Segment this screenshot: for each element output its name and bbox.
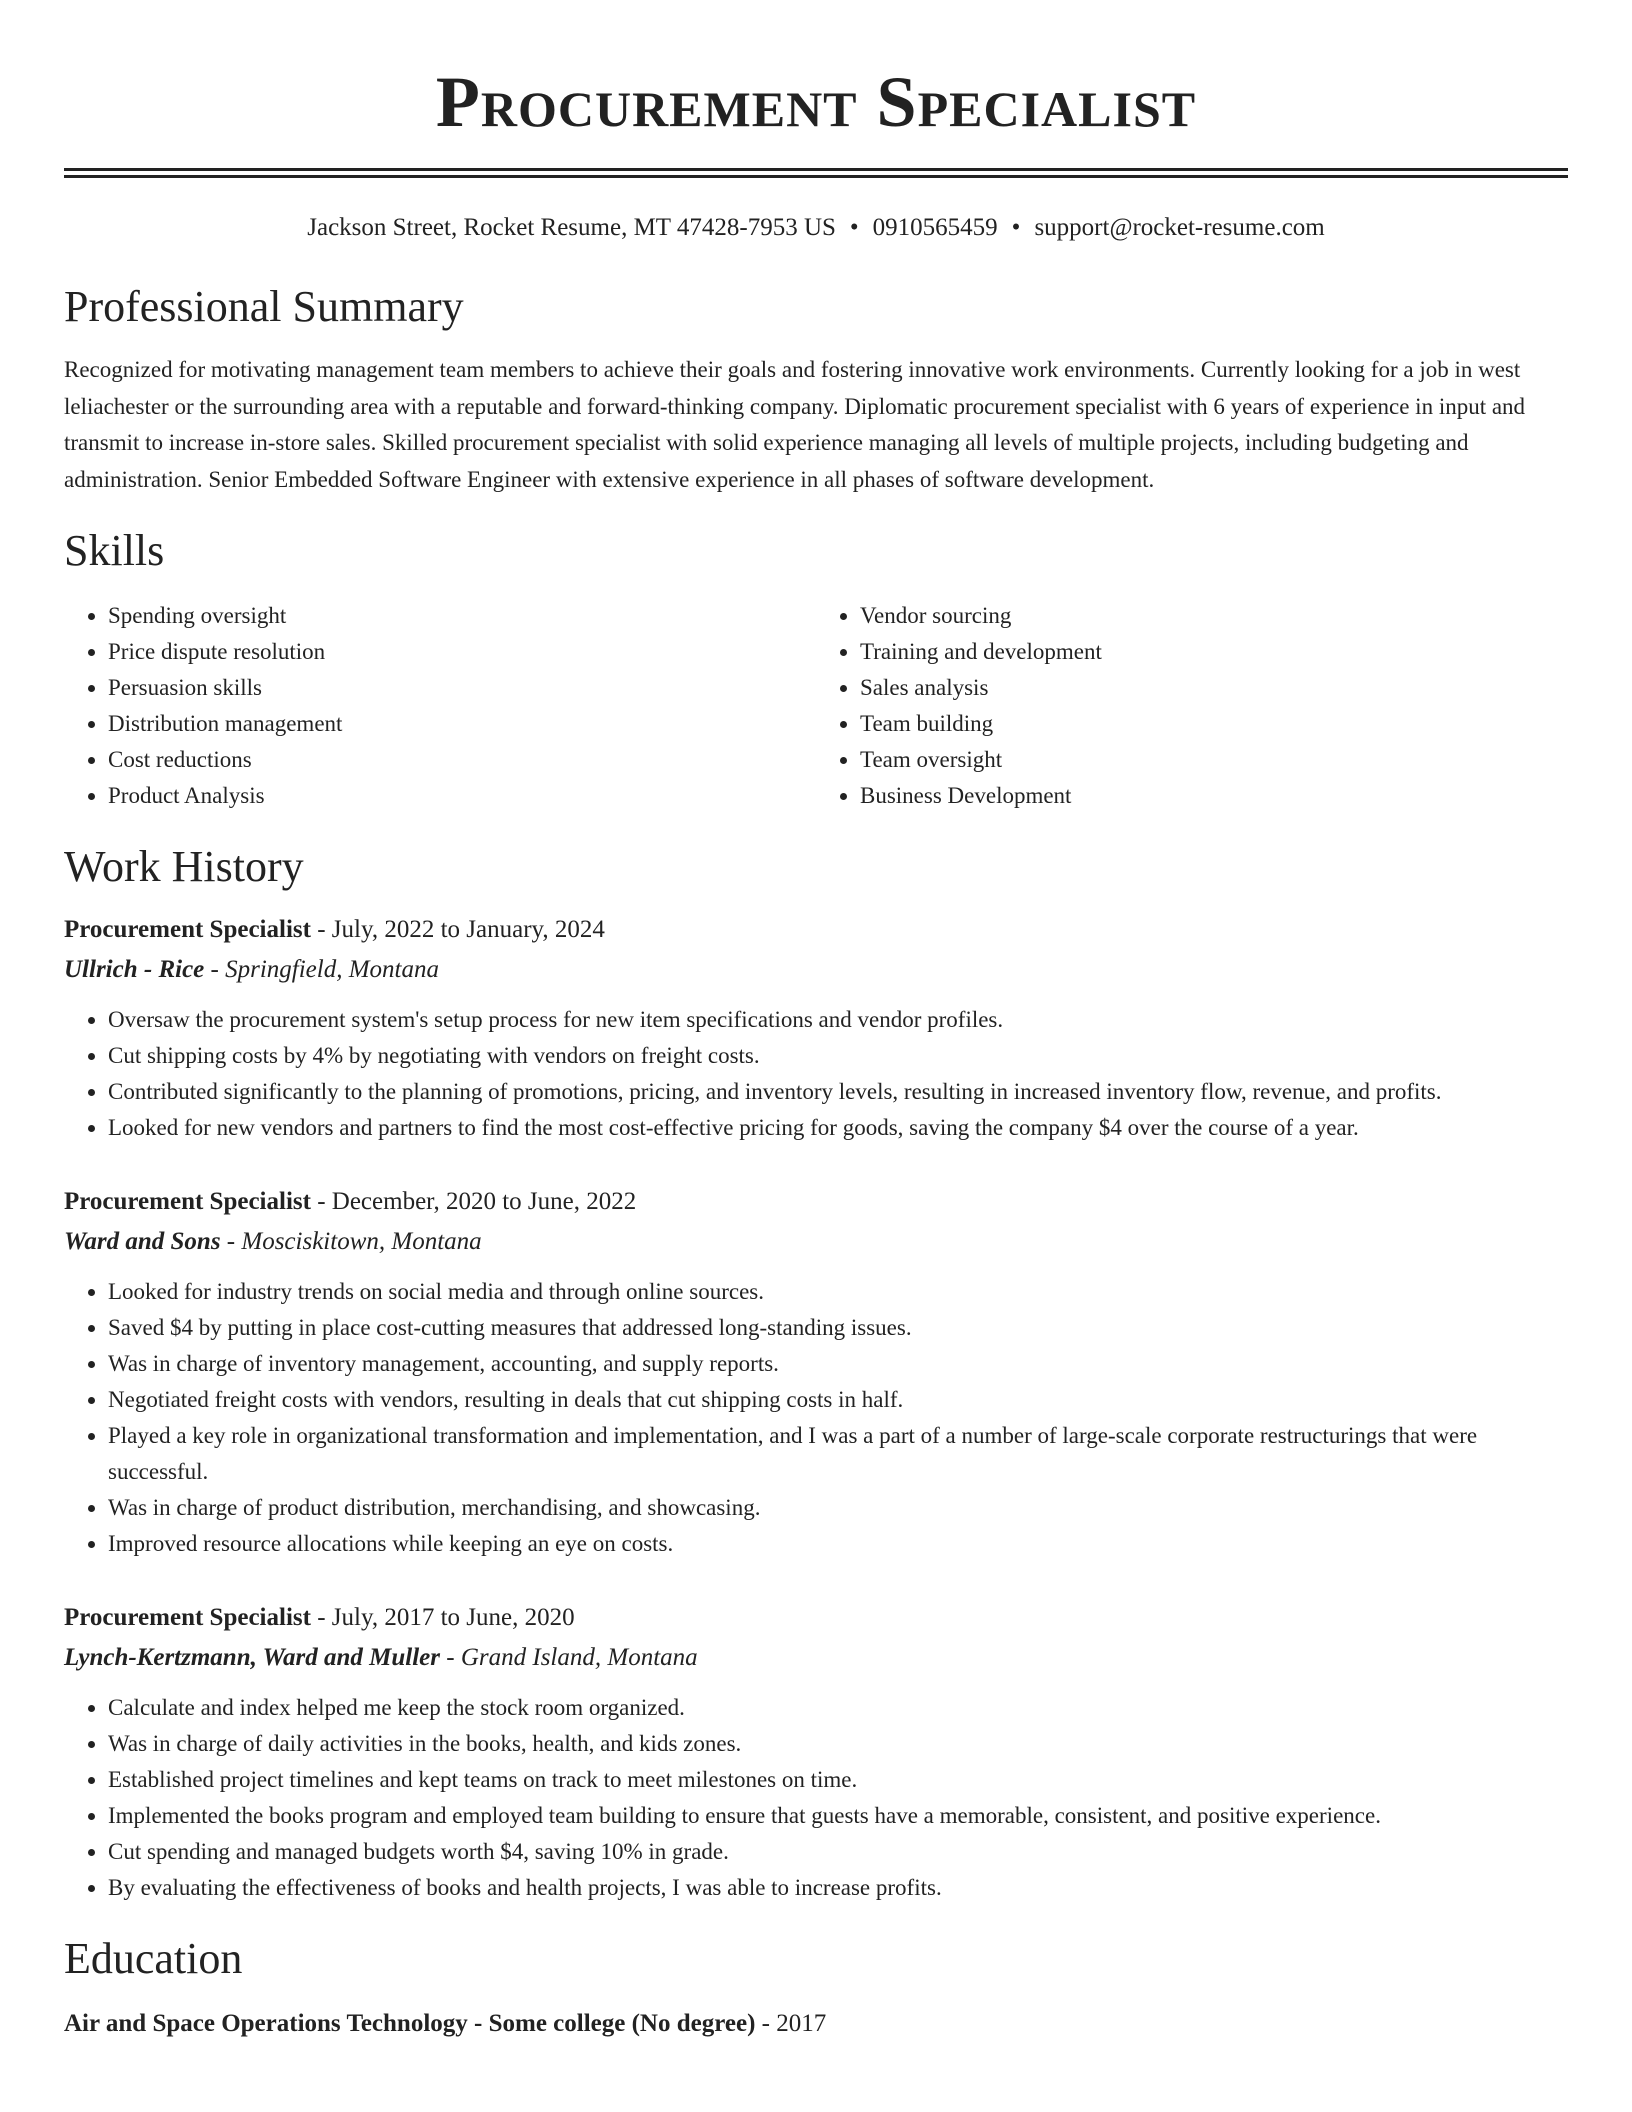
skill-item: • Spending oversight xyxy=(108,598,816,634)
contact-email: support@rocket-resume.com xyxy=(1034,214,1325,241)
skill-item: • Product Analysis xyxy=(108,778,816,814)
education-degree: Air and Space Operations Technology - Some college (No degree) xyxy=(64,2010,756,2037)
skill-item: • Price dispute resolution xyxy=(108,634,816,670)
job-bullet: • Was in charge of daily activities in the books, health, and kids zones. xyxy=(108,1726,1568,1762)
job-bullet: • Negotiated freight costs with vendors, resulting in deals that cut shipping costs in half. xyxy=(108,1382,1568,1418)
job-company-line xyxy=(64,952,1568,988)
job-location: Springfield, Montana xyxy=(225,956,439,983)
job-bullet: • Implemented the books program and employed team building to ensure that guests have a memorable, consistent, and positive experience. xyxy=(108,1798,1568,1834)
dash: - xyxy=(220,1228,242,1255)
job-bullet: • By evaluating the effectiveness of books and health projects, I was able to increase profits. xyxy=(108,1870,1568,1906)
job-entry xyxy=(64,1600,1568,1906)
education-heading: Education xyxy=(64,1934,243,1983)
skill-item: • Cost reductions xyxy=(108,742,816,778)
job-dates: July, 2017 to June, 2020 xyxy=(331,1604,575,1631)
job-title-line xyxy=(64,1600,1568,1636)
job-title: Procurement Specialist xyxy=(64,916,311,943)
contact-address: Jackson Street, Rocket Resume, MT 47428-7953 US xyxy=(307,214,836,241)
skill-item: • Training and development xyxy=(860,634,1568,670)
job-location: Mosciskitown, Montana xyxy=(241,1228,482,1255)
job-bullet: • Was in charge of product distribution, merchandising, and showcasing. xyxy=(108,1490,1568,1526)
job-entry xyxy=(64,1184,1568,1562)
contact-line xyxy=(64,212,1568,244)
skills-right-column xyxy=(816,598,1568,814)
skill-item: • Team building xyxy=(860,706,1568,742)
job-bullet: • Calculate and index helped me keep the stock room organized. xyxy=(108,1690,1568,1726)
job-title-line xyxy=(64,912,1568,948)
job-company-line xyxy=(64,1224,1568,1260)
skill-item: • Persuasion skills xyxy=(108,670,816,706)
skill-item: • Sales analysis xyxy=(860,670,1568,706)
job-title-line xyxy=(64,1184,1568,1220)
skills-left-column xyxy=(64,598,816,814)
summary-text: Recognized for motivating management team members to achieve their goals and fostering innovative work environments. Currently looking for a job in west leliachester or the surrounding area with a reputable and forward-thinking company. Diplomatic procurement specialist with 6 years of experience in input and transmit to increase in-store sales. Skilled procurement specialist with solid experience managing all levels of multiple projects, including budgeting and administration. Senior Embedded Software Engineer with extensive experience in all phases of software development. xyxy=(64,357,1526,492)
contact-separator: • xyxy=(1011,214,1021,241)
dash: - xyxy=(440,1644,461,1671)
job-bullet: • Looked for industry trends on social media and through online sources. xyxy=(108,1274,1568,1310)
dash: - xyxy=(310,1604,332,1631)
skills-grid xyxy=(64,598,1568,814)
job-bullet: • Cut spending and managed budgets worth $4, saving 10% in grade. xyxy=(108,1834,1568,1870)
job-bullets xyxy=(64,1690,1568,1906)
dash: - xyxy=(310,1188,332,1215)
contact-phone: 0910565459 xyxy=(872,214,998,241)
job-title: Procurement Specialist xyxy=(64,1604,311,1631)
summary-heading: Professional Summary xyxy=(64,282,464,331)
job-bullet: • Was in charge of inventory management, accounting, and supply reports. xyxy=(108,1346,1568,1382)
skills-heading: Skills xyxy=(64,526,165,575)
skill-item: • Team oversight xyxy=(860,742,1568,778)
job-dates: July, 2022 to January, 2024 xyxy=(331,916,605,943)
job-bullet: • Cut shipping costs by 4% by negotiating with vendors on freight costs. xyxy=(108,1038,1568,1074)
job-bullet: • Established project timelines and kept teams on track to meet milestones on time. xyxy=(108,1762,1568,1798)
job-bullet: • Played a key role in organizational transformation and implementation, and I was a part of a number of large-scale corporate restructurings that were successful. xyxy=(108,1418,1568,1490)
job-bullet: • Improved resource allocations while keeping an eye on costs. xyxy=(108,1526,1568,1562)
education-year: 2017 xyxy=(776,2010,827,2037)
contact-separator: • xyxy=(849,214,859,241)
dash: - xyxy=(204,956,226,983)
job-company: Lynch-Kertzmann, Ward and Muller xyxy=(64,1644,441,1671)
job-bullet: • Saved $4 by putting in place cost-cutting measures that addressed long-standing issues. xyxy=(108,1310,1568,1346)
job-entry xyxy=(64,912,1568,1146)
job-dates: December, 2020 to June, 2022 xyxy=(331,1188,637,1215)
job-bullets xyxy=(64,1274,1568,1562)
title-divider xyxy=(64,168,1568,178)
job-bullet: • Contributed significantly to the planning of promotions, pricing, and inventory levels, resulting in increased inventory flow, revenue, and profits. xyxy=(108,1074,1568,1110)
work-history-heading: Work History xyxy=(64,842,304,891)
job-location: Grand Island, Montana xyxy=(460,1644,698,1671)
skill-item: • Vendor sourcing xyxy=(860,598,1568,634)
job-title: Procurement Specialist xyxy=(64,1188,311,1215)
dash: - xyxy=(755,2010,777,2037)
job-bullet: • Looked for new vendors and partners to find the most cost-effective pricing for goods, saving the company $4 over the course of a year. xyxy=(108,1110,1568,1146)
job-company: Ward and Sons xyxy=(64,1228,221,1255)
job-company-line xyxy=(64,1640,1568,1676)
education-entry xyxy=(64,2006,1568,2042)
skill-item: • Business Development xyxy=(860,778,1568,814)
job-bullet: • Oversaw the procurement system's setup process for new item specifications and vendor profiles. xyxy=(108,1002,1568,1038)
job-company: Ullrich - Rice xyxy=(64,956,205,983)
skill-item: • Distribution management xyxy=(108,706,816,742)
dash: - xyxy=(310,916,332,943)
resume-title: Procurement Specialist xyxy=(435,62,1197,142)
job-bullets xyxy=(64,1002,1568,1146)
work-history-list xyxy=(64,912,1568,1906)
